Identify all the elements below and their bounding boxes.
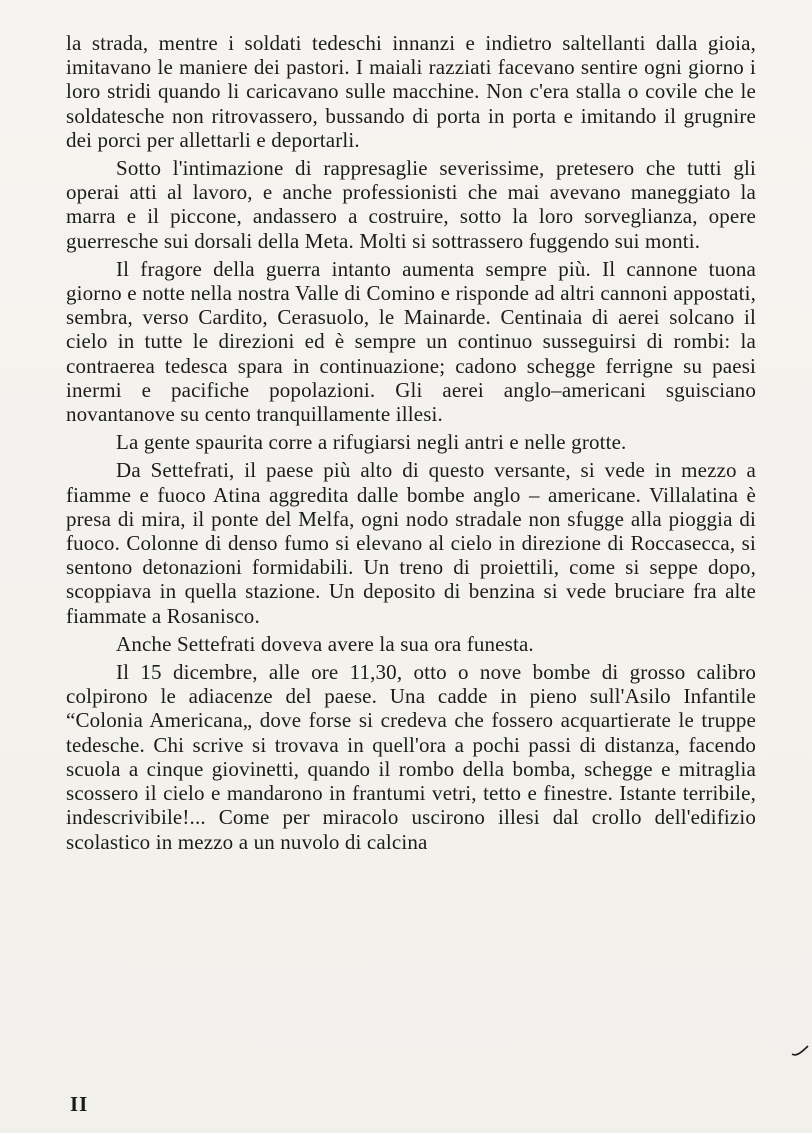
body-text xyxy=(66,31,756,858)
paragraph: Il fragore della guerra intanto aumenta sempre più. Il cannone tuona giorno e notte nella nostra Valle di Comino e risponde ad altri cannoni appostati, sembra, verso Cardito, Cerasuolo, le Mainarde. Centinaia di aerei solcano il cielo in tutte le direzioni ed è sempre un continuo susseguirsi di rombi: la contraerea tedesca spara in continuazione; cadono schegge ferrigne su paesi inermi e pacifiche popolazioni. Gli aerei anglo–americani sguisciano novantanove su cento tranquillamente illesi. xyxy=(66,256,756,427)
paragraph: la strada, mentre i soldati tedeschi innanzi e indietro saltellanti dalla gioia, imitavano le maniere dei pastori. I maiali razziati facevano sentire ogni giorno i loro stridi quando li caricavano sulle macchine. Non c'era stalla o covile che le soldatesche non ritrovassero, bussando di porta in porta e imitando il grugnire dei porci per allettarli e deportarli. xyxy=(66,31,756,152)
page-number: II xyxy=(70,1092,89,1116)
pen-mark-icon xyxy=(790,1042,810,1058)
paragraph: Da Settefrati, il paese più alto di questo versante, si vede in mezzo a fiamme e fuoco Atina aggredita dalle bombe anglo – americane. Villalatina è presa di mira, il ponte del Melfa, ogni nodo stradale non sfugge alla pioggia di fuoco. Colonne di denso fumo si elevano al cielo in direzione di Roccasecca, si sentono detonazioni formidabili. Un treno di proiettili, come si seppe dopo, scoppiava in quella stazione. Un deposito di benzina si vede bruciare fra alte fiammate a Rosanisco. xyxy=(66,458,756,628)
paragraph: Anche Settefrati doveva avere la sua ora funesta. xyxy=(116,631,534,656)
paragraph: La gente spaurita corre a rifugiarsi negli antri e nelle grotte. xyxy=(116,430,627,455)
paragraph: Il 15 dicembre, alle ore 11,30, otto o nove bombe di grosso calibro colpirono le adiacenze del paese. Una cadde in pieno sull'Asilo Infantile “Colonia Americana„ dove forse si credeva che fossero acquartierate le truppe tedesche. Chi scrive si trovava in quell'ora a pochi passi di distanza, facendo scuola a cinque giovinetti, quando il rombo della bomba, schegge e mitraglia scossero il cielo e mandarono in frantumi vetri, tetto e finestre. Istante terribile, indescrivibile!... Come per miracolo uscirono illesi dal crollo dell'edifizio scolastico in mezzo a un nuvolo di calcina xyxy=(66,660,756,854)
paragraph: Sotto l'intimazione di rappresaglie severissime, pretesero che tutti gli operai atti al lavoro, e anche professionisti che mai avevano maneggiato la marra e il piccone, andassero a costruire, sotto la loro sorveglianza, opere guerresche sui dorsali della Meta. Molti si sottrassero fuggendo sui monti. xyxy=(66,156,756,253)
